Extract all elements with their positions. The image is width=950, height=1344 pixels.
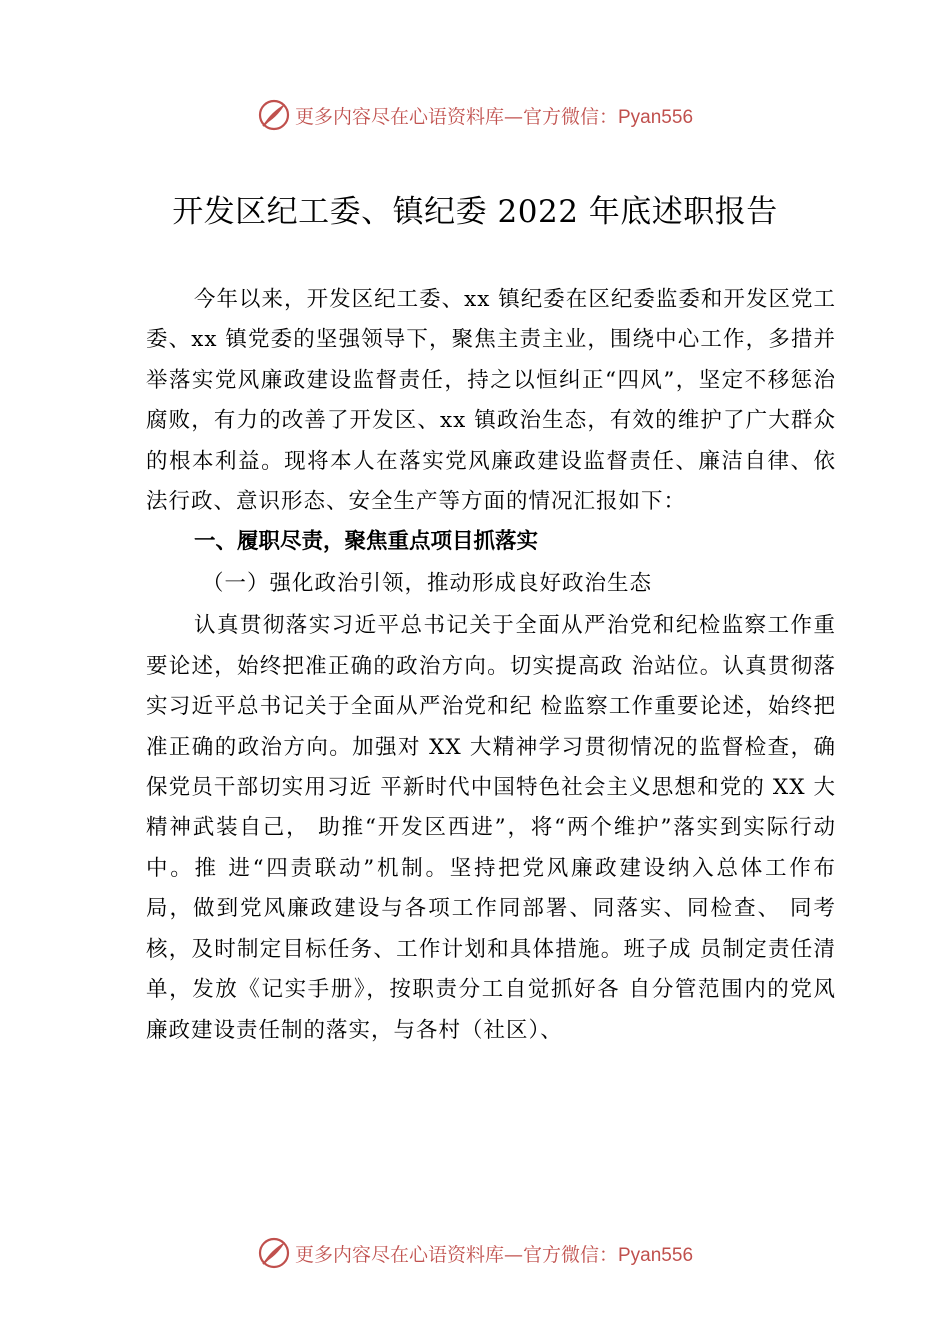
section-heading: 一、履职尽责，聚焦重点项目抓落实 bbox=[194, 529, 539, 555]
quill-pen-logo-icon bbox=[257, 98, 291, 132]
intro-paragraph: 今年以来，开发区纪工委、xx 镇纪委在区纪委监委和开发区党工委、xx 镇党委的坚强领导下，聚焦主责主业，围绕中心工作，多措并举落实党风廉政建设监督责任，持之以恒纠正“四风”，坚定不移惩治腐败，有力的改善了开发区、xx 镇政治生态，有效的维护了广大群众的根本利益。现将本人在落实党风廉政建设监督责任、廉洁自律、依法行政、意识形态、安全生产等方面的情况汇报如下： bbox=[146, 287, 836, 515]
subsection-heading: （一）强化政治引领，推动形成良好政治生态 bbox=[202, 571, 653, 597]
banner-wechat-id: Pyan556 bbox=[618, 1244, 694, 1266]
subsection-paragraph: 认真贯彻落实习近平总书记关于全面从严治党和纪检监察工作重要论述，始终把准正确的政治方向。切实提高政 治站位。认真贯彻落实习近平总书记关于全面从严治党和纪 检监察工作重要论述，始终把准正确的政治方向。加强对 XX 大精神学习贯彻情况的监督检查，确保党员干部切实用习近 平新时代中国特色社会主义思想和党的 XX 大精神武装自己， 助推“开发区西进”，将“两个维护”落实到实际行动中。推 进“四责联动”机制。坚持把党风廉政建设纳入总体工作布 局，做到党风廉政建设与各项工作同部署、同落实、同检查、 同考核，及时制定目标任务、工作计划和具体措施。班子成 员制定责任清单，发放《记实手册》，按职责分工自觉抓好各 自分管范围内的党风廉政建设责任制的落实，与各村（社区）、 bbox=[146, 613, 836, 1043]
banner-text bbox=[295, 1240, 693, 1267]
document-title: 开发区纪工委、镇纪委 2022 年底述职报告 bbox=[172, 194, 778, 230]
header-banner bbox=[0, 95, 950, 135]
banner-slogan: 更多内容尽在心语资料库—官方微信： bbox=[294, 105, 618, 128]
document-body bbox=[146, 280, 836, 1051]
footer-banner bbox=[0, 1233, 950, 1273]
banner-slogan: 更多内容尽在心语资料库—官方微信： bbox=[294, 1243, 618, 1266]
banner-wechat-id: Pyan556 bbox=[618, 106, 694, 128]
banner-text bbox=[295, 102, 693, 129]
quill-pen-logo-icon bbox=[257, 1236, 291, 1270]
